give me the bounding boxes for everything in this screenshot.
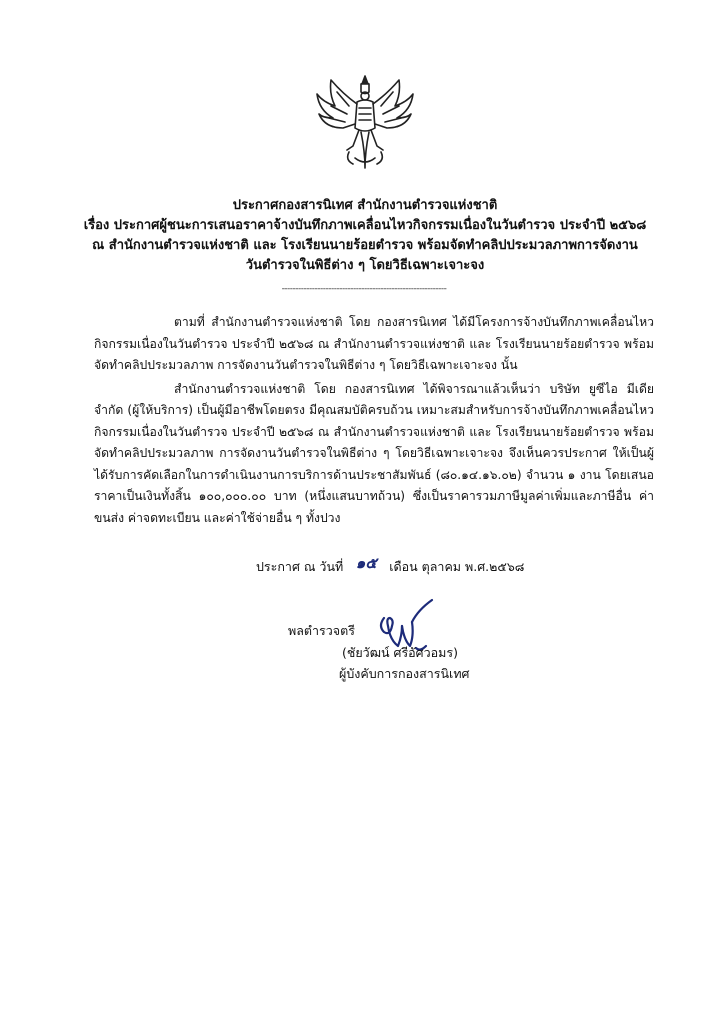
heading-line-method: วันตำรวจในพิธีต่าง ๆ โดยวิธีเฉพาะเจาะจง: [245, 258, 485, 273]
signer-position: ผู้บังคับการกองสารนิเทศ: [339, 666, 470, 681]
announce-day-handwritten: ๑๕: [355, 554, 377, 572]
document-heading: [70, 196, 660, 276]
heading-line-subject: เรื่อง ประกาศผู้ชนะการเสนอราคาจ้างบันทึกภาพเคลื่อนไหวกิจกรรมเนื่องในวันตำรวจ ประจำปี ๒๕๖๘: [83, 218, 647, 233]
heading-divider: ------------------------------------------------------------: [281, 284, 447, 294]
announce-month-year: เดือน ตุลาคม พ.ศ.๒๕๖๘: [389, 559, 525, 574]
body-paragraph-1: ตามที่ สำนักงานตำรวจแห่งชาติ โดย กองสารนิเทศ ได้มีโครงการจ้างบันทึกภาพเคลื่อนไหว กิจกรรมเนื่องในวันตำรวจ ประจำปี ๒๕๖๘ ณ สำนักงานตำรวจแห่งชาติ และ โรงเรียนนายร้อยตำรวจ พร้อม จัดทำคลิปประมวลภาพ การจัดงานวันตำรวจในพิธีต่าง ๆ โดยวิธีเฉพาะเจาะจง นั้น: [94, 315, 654, 372]
announce-date-line: [256, 554, 524, 578]
body-paragraph-2: สำนักงานตำรวจแห่งชาติ โดย กองสารนิเทศ ได้พิจารณาแล้วเห็นว่า บริษัท ยูซีไอ มีเดีย จำกัด (ผู้ให้บริการ) เป็นผู้มีอาชีพโดยตรง มีคุณสมบัติครบถ้วน เหมาะสมสำหรับการจ้างบันทึกภาพเคลื่อนไหว กิจกรรมเนื่องในวันตำรวจ ประจำปี ๒๕๖๘ ณ สำนักงานตำรวจแห่งชาติ และ โรงเรียนนายร้อยตำรวจ พร้อมจัดทำคลิปประมวลภาพ การจัดงานวันตำรวจในพิธีต่าง ๆ โดยวิธีเฉพาะเจาะจง จึงเห็นควรประกาศ ให้เป็นผู้ได้รับการคัดเลือกในการดำเนินงานการบริการด้านประชาสัมพันธ์ (๘๐.๑๔.๑๖.๐๒) จำนวน ๑ งาน โดยเสนอราคาเป็นเงินทั้งสิ้น ๑๐๐,๐๐๐.๐๐ บาท (หนึ่งแสนบาทถ้วน) ซึ่งเป็นราคารวมภาษีมูลค่าเพิ่มและภาษีอื่น ค่าขนส่ง ค่าจดทะเบียน และค่าใช้จ่ายอื่น ๆ ทั้งปวง: [94, 381, 654, 525]
heading-line-agency: ประกาศกองสารนิเทศ สำนักงานตำรวจแห่งชาติ: [232, 198, 498, 213]
signer-rank: พลตำรวจตรี: [288, 623, 355, 638]
document-body: [94, 312, 654, 529]
garuda-emblem-icon: [309, 72, 421, 172]
announce-prefix: ประกาศ ณ วันที่: [256, 559, 344, 574]
signer-name: (ชัยวัฒน์ ศรีอัศวอมร): [342, 645, 458, 660]
heading-line-location: ณ สำนักงานตำรวจแห่งชาติ และ โรงเรียนนายร้อยตำรวจ พร้อมจัดทำคลิปประมวลภาพการจัดงาน: [92, 238, 638, 253]
